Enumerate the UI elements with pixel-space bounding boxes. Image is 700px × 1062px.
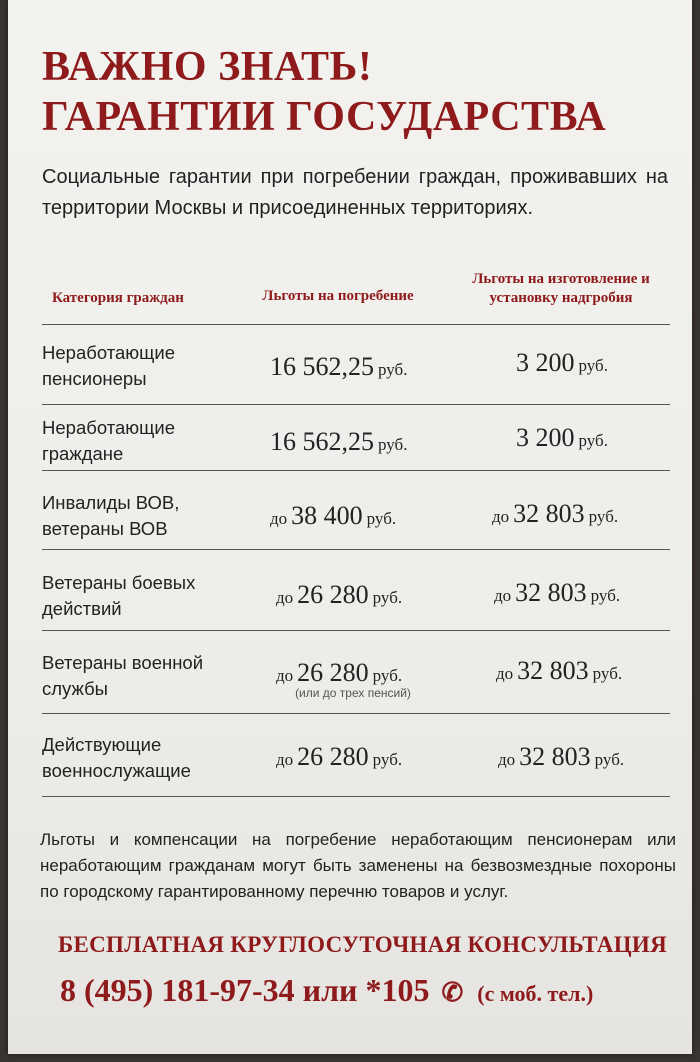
footer-note: Льготы и компенсации на погребение неработающим пенсионерам или неработающим гражданам могут быть заменены на безвозмездные похороны по городскому гарантированному перечню товаров и услуг.: [40, 830, 676, 901]
row-tombstone-value: до 32 803 руб.: [494, 578, 621, 607]
row-category: Ветераны военной службы: [42, 652, 204, 699]
row-tombstone-value: до 32 803 руб.: [496, 656, 623, 685]
phone-number[interactable]: 8 (495) 181-97-34 или *105: [60, 972, 430, 1008]
table-divider: [42, 713, 670, 714]
phone-line: [60, 972, 700, 1009]
table-divider: [42, 470, 670, 471]
row-category: Инвалиды ВОВ, ветераны ВОВ: [42, 492, 180, 539]
row-burial-value: до 26 280 руб.: [276, 742, 403, 771]
row-tombstone-value: 3 200 руб.: [516, 423, 608, 452]
phone-icon: ✆: [441, 978, 464, 1007]
title-line-1: ВАЖНО ЗНАТЬ!: [42, 44, 373, 90]
page-title: [42, 42, 682, 142]
consultation-heading: БЕСПЛАТНАЯ КРУГЛОСУТОЧНАЯ КОНСУЛЬТАЦИЯ: [58, 932, 668, 957]
mobile-note: (с моб. тел.): [477, 981, 594, 1006]
row-burial-value: 16 562,25 руб.: [270, 352, 408, 381]
table-divider: [42, 549, 670, 550]
intro-paragraph: Социальные гарантии при погребении граждан, проживавших на территории Москвы и присоединенных территориях.: [42, 166, 668, 219]
row-burial-value: до 26 280 руб.: [276, 658, 403, 687]
row-category: Действующие военнослужащие: [42, 734, 191, 781]
row-category: Ветераны боевых действий: [42, 572, 196, 619]
row-burial-value: 16 562,25 руб.: [270, 427, 408, 456]
row-category: Неработающие граждане: [42, 417, 175, 464]
table-divider: [42, 796, 670, 797]
table-divider: [42, 630, 670, 631]
row-burial-value: до 38 400 руб.: [270, 501, 397, 530]
row-tombstone-value: 3 200 руб.: [516, 348, 608, 377]
row-burial-note: (или до трех пенсий): [295, 686, 411, 700]
leaflet: [8, 0, 692, 1054]
row-tombstone-value: до 32 803 руб.: [492, 499, 619, 528]
table-divider: [42, 324, 670, 325]
title-line-2: ГАРАНТИИ ГОСУДАРСТВА: [42, 94, 607, 140]
header-tombstone-benefits: Льготы на изготовление и установку надгробия: [472, 271, 650, 306]
header-burial-benefits: Льготы на погребение: [262, 288, 414, 304]
table-divider: [42, 404, 670, 405]
row-category: Неработающие пенсионеры: [42, 342, 175, 389]
header-category: Категория граждан: [52, 290, 184, 306]
row-burial-value: до 26 280 руб.: [276, 580, 403, 609]
row-tombstone-value: до 32 803 руб.: [498, 742, 625, 771]
